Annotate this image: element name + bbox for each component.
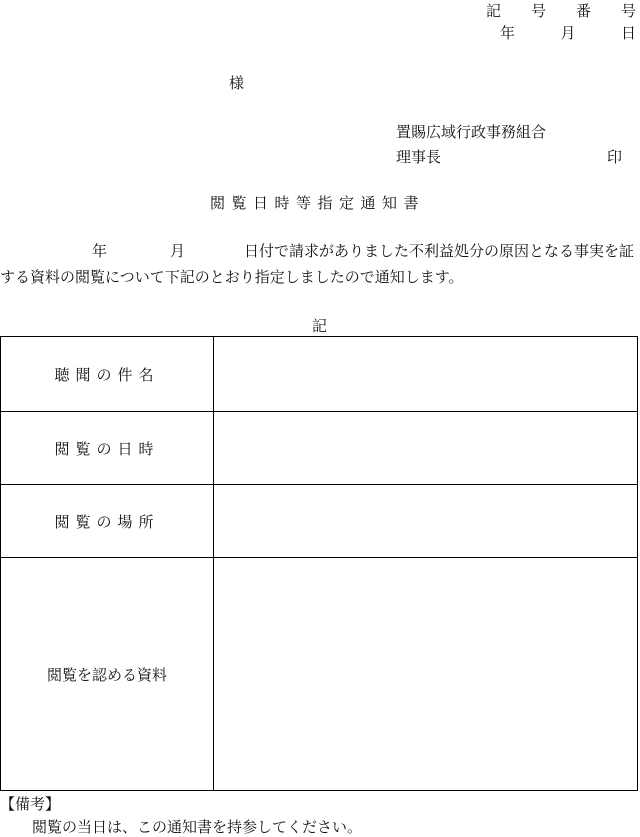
hearing-subject-label: 聴聞の件名: [54, 365, 160, 384]
doc-number-char: 号: [530, 2, 546, 20]
date-month-label: 月: [560, 24, 576, 42]
table-row: [1, 412, 638, 485]
inspection-datetime-label: 閲覧の日時: [54, 439, 160, 458]
doc-number-char: 記: [486, 2, 502, 20]
body-line-1-text: 日付で請求がありました不利益処分の原因となる事実を証: [244, 242, 635, 260]
document-date-line: [500, 22, 636, 43]
date-day-label: 日: [620, 24, 636, 42]
inspection-datetime-value[interactable]: [214, 412, 638, 485]
table-label-cell: [1, 412, 214, 485]
body-paragraph-line-2: する資料の閲覧について下記のとおり指定しましたので通知します。: [0, 268, 464, 286]
body-year-label: 年: [92, 242, 108, 260]
sender-organization: 置賜広域行政事務組合: [396, 123, 547, 141]
sender-title: 理事長: [396, 148, 442, 166]
inspection-place-label: 閲覧の場所: [54, 512, 160, 531]
doc-number-char: 番: [575, 2, 591, 20]
ki-heading: 記: [312, 317, 328, 335]
table-row: [1, 558, 638, 791]
inspection-details-table: [0, 336, 638, 791]
document-title: 閲覧日時等指定通知書: [210, 194, 426, 212]
document-number-label: [486, 0, 636, 21]
table-label-cell: [1, 558, 214, 791]
table-row: [1, 485, 638, 558]
table-label-cell: [1, 337, 214, 412]
inspection-place-value[interactable]: [214, 485, 638, 558]
table-label-cell: [1, 485, 214, 558]
body-month-label: 月: [170, 242, 186, 260]
permitted-materials-value[interactable]: [214, 558, 638, 791]
table-row: [1, 337, 638, 412]
recipient-honorific: 様: [229, 74, 245, 92]
permitted-materials-label: 閲覧を認める資料: [46, 665, 167, 684]
remarks-heading: 【備考】: [0, 795, 61, 813]
hearing-subject-value[interactable]: [214, 337, 638, 412]
remarks-text: 閲覧の当日は、この通知書を持参してください。: [32, 818, 363, 836]
date-year-label: 年: [500, 24, 516, 42]
doc-number-char: 号: [620, 2, 636, 20]
seal-mark: 印: [607, 148, 623, 166]
